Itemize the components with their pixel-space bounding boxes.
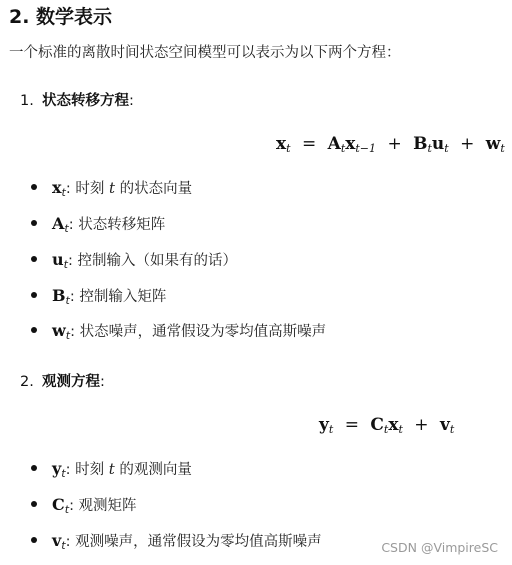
eq-subscript: t	[383, 423, 389, 436]
item-variable: t	[108, 460, 115, 478]
eq-subscript: t	[328, 423, 334, 436]
list-item	[52, 177, 192, 199]
eq-symbol: w	[485, 134, 501, 154]
item-subscript: t	[65, 294, 70, 307]
item-text: : 控制输入（如果有的话）	[67, 253, 237, 269]
item-subscript: t	[61, 186, 66, 199]
bullet-dot	[31, 256, 37, 262]
item-text: : 时刻	[65, 181, 109, 197]
item-variable: t	[108, 179, 116, 197]
eq-subscript: t	[340, 142, 346, 155]
item-symbol: A	[52, 214, 65, 233]
section-colon: :	[129, 93, 134, 109]
section-name: 观测方程	[42, 374, 100, 390]
eq-subscript: t	[427, 142, 432, 155]
item-symbol: w	[52, 321, 66, 340]
item-symbol: C	[52, 495, 65, 514]
eq-symbol: x	[276, 134, 287, 154]
eq-subscript: t	[286, 142, 291, 155]
item-symbol: B	[52, 286, 66, 305]
item-subscript: t	[61, 539, 66, 552]
bullet-dot	[31, 465, 37, 471]
list-item	[52, 249, 237, 271]
bullet-dot	[31, 292, 37, 298]
eq-symbol: y	[319, 415, 329, 435]
section-heading-observation	[20, 370, 105, 391]
item-symbol: x	[52, 178, 62, 197]
bullet-dot	[31, 537, 37, 543]
item-subscript: t	[63, 258, 68, 271]
item-symbol: v	[52, 531, 62, 550]
bullet-dot	[31, 184, 37, 190]
list-item	[52, 285, 166, 307]
item-subscript: t	[65, 329, 71, 342]
item-subscript: t	[64, 222, 69, 235]
watermark: CSDN @VimpireSC	[381, 540, 498, 555]
item-symbol: y	[52, 459, 62, 478]
eq-subscript: t−1	[355, 142, 377, 155]
item-text: : 状态转移矩阵	[68, 217, 166, 233]
eq-operator: =	[344, 415, 359, 435]
item-symbol: u	[52, 250, 64, 269]
section-title: 2. 数学表示	[9, 6, 113, 28]
section-colon: :	[100, 374, 105, 390]
item-text: : 观测矩阵	[69, 498, 137, 514]
state-transition-equation	[276, 134, 505, 155]
eq-operator: +	[414, 415, 429, 435]
list-item	[52, 530, 322, 552]
item-text: : 状态噪声，通常假设为零均值高斯噪声	[70, 324, 327, 340]
eq-symbol: x	[345, 134, 356, 154]
bullet-dot	[31, 327, 37, 333]
item-subscript: t	[64, 503, 70, 516]
section-name: 状态转移方程	[42, 93, 129, 109]
eq-symbol: v	[439, 415, 450, 435]
eq-subscript: t	[449, 423, 455, 436]
list-item	[52, 320, 326, 342]
eq-operator: =	[301, 134, 317, 154]
intro-paragraph: 一个标准的离散时间状态空间模型可以表示为以下两个方程：	[9, 45, 401, 61]
eq-symbol: C	[370, 415, 384, 435]
eq-operator: +	[387, 134, 402, 154]
item-text: : 观测噪声，通常假设为零均值高斯噪声	[65, 534, 322, 550]
item-subscript: t	[61, 467, 66, 480]
item-text: : 时刻	[65, 462, 109, 478]
item-text: 的状态向量	[115, 181, 193, 197]
list-item	[52, 458, 192, 480]
eq-operator: +	[460, 134, 475, 154]
eq-symbol: x	[388, 415, 399, 435]
eq-symbol: A	[327, 134, 341, 154]
eq-subscript: t	[398, 423, 403, 436]
section-heading-state-transition	[20, 89, 134, 110]
item-text: 的观测向量	[114, 462, 192, 478]
eq-subscript: t	[500, 142, 505, 155]
bullet-dot	[31, 220, 37, 226]
list-number: 2.	[20, 374, 34, 390]
list-number: 1.	[20, 93, 34, 109]
list-item	[52, 213, 165, 235]
observation-equation	[319, 415, 454, 436]
list-item	[52, 494, 137, 516]
bullet-dot	[31, 501, 37, 507]
eq-symbol: B	[413, 134, 428, 154]
item-text: : 控制输入矩阵	[69, 289, 167, 305]
eq-subscript: t	[444, 142, 449, 155]
eq-symbol: u	[431, 134, 445, 154]
